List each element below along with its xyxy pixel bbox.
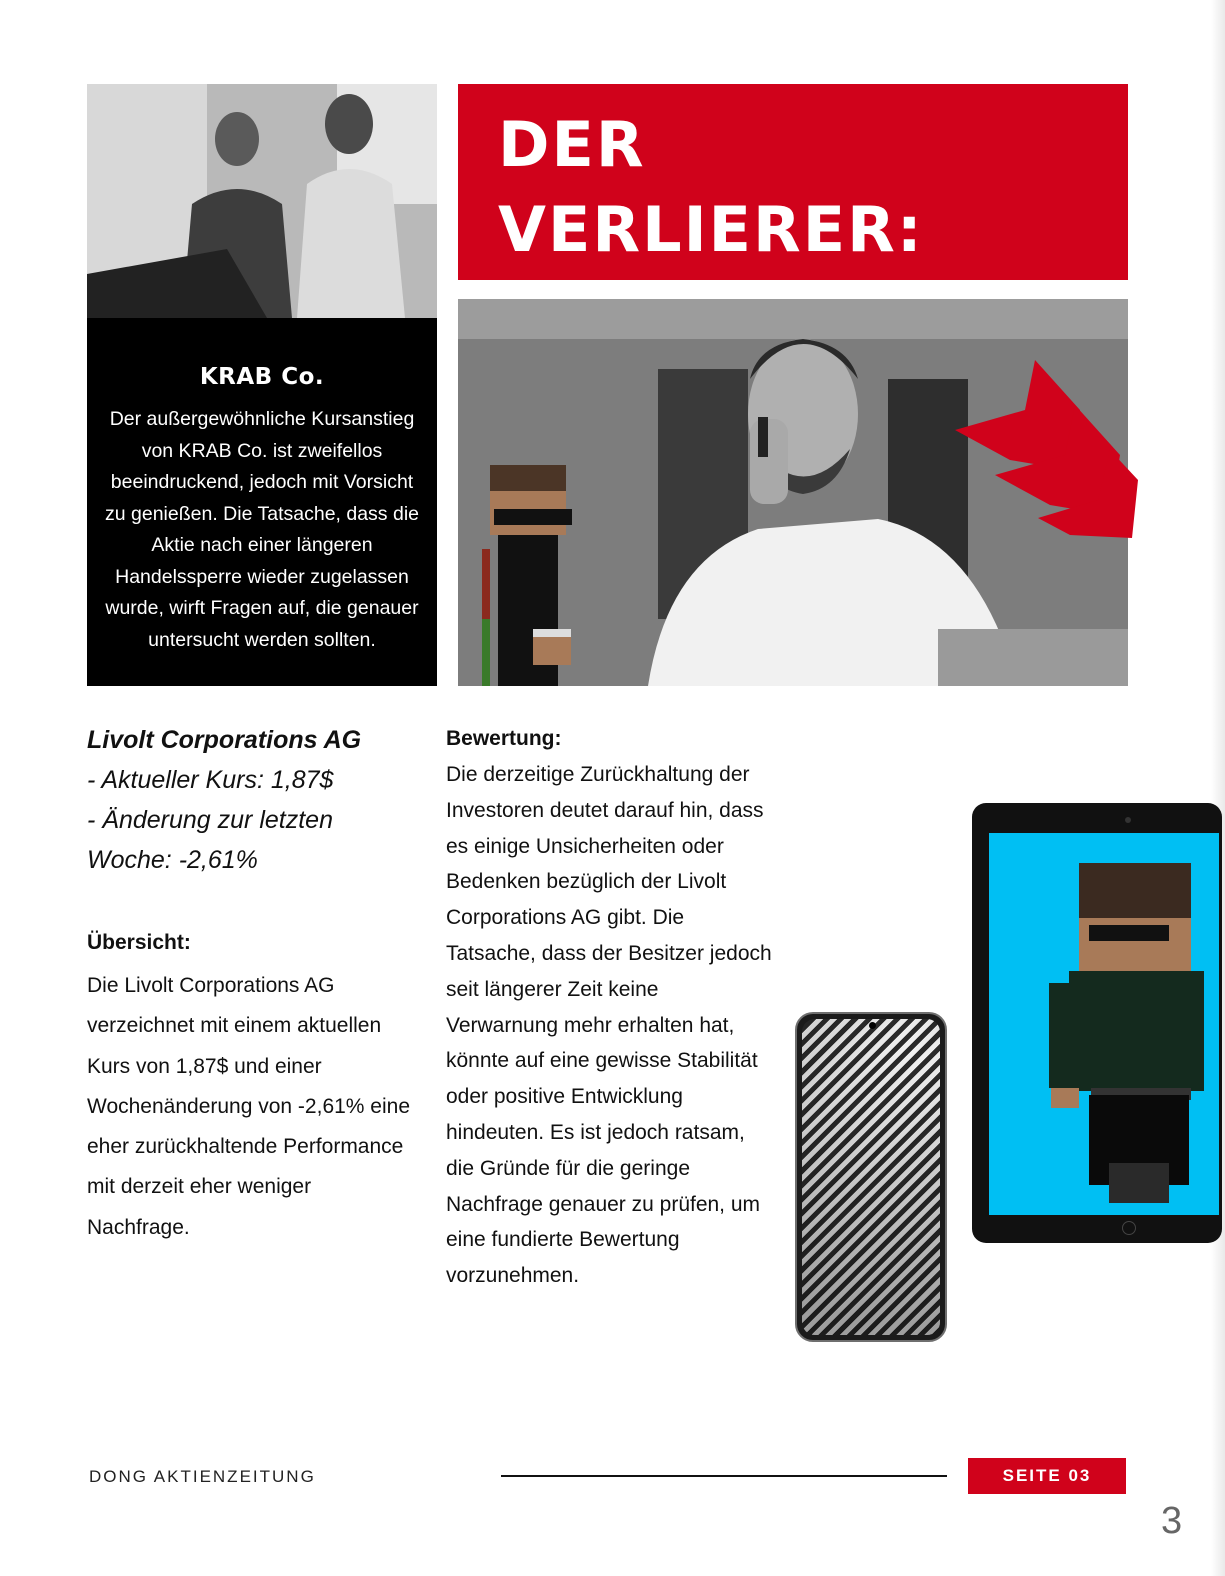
pixel-character-large	[989, 833, 1219, 1215]
stock-name: Livolt Corporations AG	[87, 726, 362, 754]
page-edge-shadow	[1211, 0, 1225, 1576]
overview-text: Die Livolt Corporations AG verzeichnet mit einem aktuellen Kurs von 1,87$ und einer Wochenänderung von -2,61% eine eher zurückhaltende Performance mit derzeit eher weniger Nachfrage.	[87, 974, 411, 1239]
stock-change-value: Woche: -2,61%	[87, 846, 258, 874]
krab-info-box	[87, 318, 437, 686]
tablet-home-button	[1122, 1221, 1136, 1235]
tablet-screen	[989, 833, 1219, 1215]
business-meeting-illustration	[87, 84, 437, 318]
stock-change-label: - Änderung zur letzten	[87, 806, 333, 834]
title-line-1: DER	[498, 108, 646, 181]
phone-screen-pattern	[802, 1019, 940, 1335]
business-meeting-photo	[87, 84, 437, 318]
stock-current-price: - Aktueller Kurs: 1,87$	[87, 766, 334, 794]
tablet-camera-icon	[1125, 817, 1131, 823]
phone-mockup	[795, 1012, 947, 1342]
page-number: 3	[1161, 1500, 1183, 1542]
red-triple-chevron-icon	[950, 350, 1140, 540]
overview-heading: Übersicht:	[87, 931, 191, 954]
rating-heading: Bewertung:	[446, 727, 562, 750]
title-line-2: VERLIERER:	[498, 193, 924, 266]
publication-name: DONG AKTIENZEITUNG	[89, 1467, 316, 1486]
footer-divider	[501, 1475, 947, 1477]
page-badge: SEITE 03	[968, 1458, 1126, 1494]
tablet-mockup	[972, 803, 1222, 1243]
krab-text: Der außergewöhnliche Kursanstieg von KRAB Co. ist zweifellos beeindruckend, jedoch mit Vorsicht zu genießen. Die Tatsache, dass die Aktie nach einer längeren Handelssperre wieder zugelassen wurde, wirft Fragen auf, die genauer untersucht werden sollten.	[105, 408, 419, 651]
krab-title: KRAB Co.	[199, 364, 325, 390]
title-banner	[458, 84, 1128, 280]
rating-text: Die derzeitige Zurückhaltung der Investoren deutet darauf hin, dass es einige Unsicherheiten oder Bedenken bezüglich der Livolt Corporations AG gibt. Die Tatsache, dass der Besitzer jedoch seit längerer Zeit keine Verwarnung mehr erhalten hat, könnte auf eine gewisse Stabilität oder positive Entwicklung hindeuten. Es ist jedoch ratsam, die Gründe für die geringe Nachfrage genauer zu prüfen, um eine fundierte Bewertung vorzunehmen.	[446, 763, 772, 1288]
phone-camera-icon	[869, 1022, 876, 1029]
